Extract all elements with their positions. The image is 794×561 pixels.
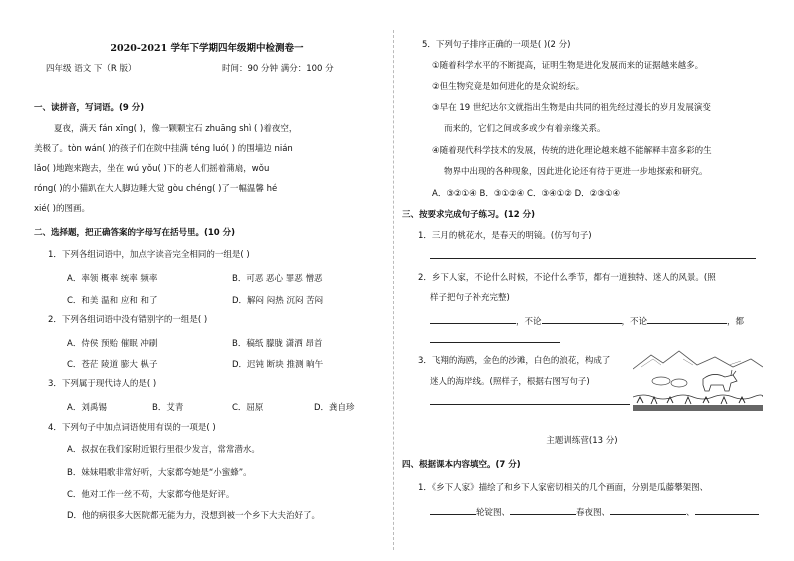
q1-option-d: D．解闷 闷热 沉闷 苦闷 [232, 296, 324, 306]
s3-question-2c [430, 314, 744, 328]
question-1: 1．下列各组词语中，加点字读音完全相同的一组是( ) [48, 250, 250, 260]
s3-question-2a: 2．乡下人家，不论什么时候，不论什么季节，都有一道独特、迷人的风景。(照 [418, 273, 716, 283]
s4-question-1b [430, 505, 759, 519]
grade-info: 四年级 语文 下（R 版） [46, 64, 137, 74]
blank-4[interactable] [430, 505, 476, 515]
s3-q3-answer-line[interactable] [430, 404, 630, 405]
s3-q1-answer-line[interactable] [430, 258, 756, 259]
q1-option-b: B．可恶 恶心 罪恶 憎恶 [232, 274, 323, 284]
question-4: 4．下列句子中加点词语使用有误的一项是( ) [48, 423, 216, 433]
question-3: 3．下列属于现代诗人的是( ) [48, 379, 157, 389]
time-score-info: 时间：90 分钟 满分：100 分 [222, 64, 334, 74]
s4-label-3: 、 [686, 508, 695, 518]
q5-sentence-4b: 物界中出现的各种现象，因此进化论还有待于更进一步地探索和研究。 [444, 167, 708, 177]
s4-question-1a: 1．《乡下人家》描绘了和乡下人家密切相关的几个画面，分别是瓜藤攀架图、 [418, 483, 709, 493]
q2-option-c: C．苍茫 陵道 膨大 枞子 [67, 360, 158, 370]
pinyin-line-4: róng( )的小猫趴在大人脚边睡大觉 gòu chéng( )了一幅温馨 hé [34, 184, 278, 194]
q4-option-b: B．妹妹唱歌非常好听，大家都夸她是“小蜜蜂”。 [67, 468, 252, 478]
s4-label-2: 春夜图、 [576, 508, 611, 518]
blank-7[interactable] [695, 505, 759, 515]
q3-option-d: D．龚自珍 [314, 403, 355, 413]
blank-1[interactable] [430, 314, 516, 324]
s3-question-3a: 3．飞翔的海鸥，金色的沙滩，白色的浪花，构成了 [418, 356, 611, 366]
pinyin-line-3: lǎo( )地跑来跑去，坐在 wú yǒu( )下的老人们摇着蒲扇，wǒu [34, 164, 270, 174]
section-1-title: 一、读拼音，写词语。(9 分) [34, 103, 145, 113]
q5-sentence-3b: 而来的，它们之间或多或少有着亲缘关系。 [444, 124, 606, 134]
s3-question-2b: 样子把句子补充完整) [430, 293, 510, 303]
theme-training-heading: 主题训练营(13 分) [546, 436, 618, 446]
q2-option-d: D．迟钝 断块 推测 晌午 [232, 360, 324, 370]
s3-question-1: 1．三月的桃花水，是春天的明镜。(仿写句子) [418, 231, 592, 241]
s3-question-3b: 迷人的海岸线。(照样子，根据右图写句子) [430, 377, 590, 387]
q2-connector-1: ，不论 [516, 317, 542, 327]
column-divider [393, 30, 394, 550]
blank-5[interactable] [510, 505, 576, 515]
s4-label-1: 轮锭图、 [476, 508, 511, 518]
q2-option-a: A．侍侯 预贻 催眠 冲刷 [67, 339, 158, 349]
s3-q2-answer-line[interactable] [430, 342, 560, 343]
q1-option-c: C．和美 温和 应和 和了 [67, 296, 158, 306]
q5-options: A．③②①④ B．③①②④ C．③④①② D．②③①④ [432, 189, 621, 199]
q5-sentence-4a: ④随着现代科学技术的发展，传统的进化理论越来越不能解释丰富多彩的生 [432, 146, 712, 156]
question-5: 5．下列句子排序正确的一项是( )(2 分) [422, 40, 571, 50]
blank-2[interactable] [542, 314, 622, 324]
section-4-title: 四、根据课本内容填空。(7 分) [402, 460, 521, 470]
q4-option-a: A．叔叔在我们家附近银行里很少发言，常常潜水。 [67, 445, 260, 455]
q5-sentence-3a: ③早在 19 世纪达尔文就指出生物是由共同的祖先经过漫长的岁月发展演变 [432, 103, 711, 113]
blank-6[interactable] [610, 505, 686, 515]
pinyin-line-5: xié( )的图画。 [34, 204, 90, 214]
section-2-title: 二、选择题，把正确答案的字母写在括号里。(10 分) [34, 228, 236, 238]
q2-connector-2: ，不论 [621, 317, 648, 327]
q4-option-c: C．他对工作一丝不苟，大家都夸他是好评。 [67, 490, 235, 500]
q4-option-d: D．他的病很多大医院都无能为力，没想到被一个乡下大夫治好了。 [67, 511, 321, 521]
q3-option-b: B．艾青 [152, 403, 184, 413]
pinyin-line-2: 美极了。tòn wán( )的孩子们在院中挂满 téng luó( ) 的围墙边 nián [34, 144, 293, 154]
q1-option-a: A．率领 概率 统率 频率 [67, 274, 158, 284]
question-2: 2．下列各组词语中没有错别字的一组是( ) [48, 315, 208, 325]
q5-sentence-2: ②但生物究竟是如何进化的是众说纷纭。 [432, 82, 585, 92]
q3-option-a: A．刘禹锡 [67, 403, 107, 413]
grassland-cattle-illustration [633, 347, 763, 412]
blank-3[interactable] [647, 314, 727, 324]
q2-connector-3: ，都 [727, 317, 745, 327]
q2-option-b: B．稿纸 朦胧 潇洒 昂首 [232, 339, 323, 349]
exam-title: 2020-2021 学年下学期四年级期中检测卷一 [110, 43, 304, 54]
q5-sentence-1: ①随着科学水平的不断提高，证明生物是进化发展而来的证据越来越多。 [432, 61, 704, 71]
q3-option-c: C．屈原 [232, 403, 264, 413]
pinyin-line-1: 夏夜，满天 fán xīng( )，像一颗颗宝石 zhuāng shì ( )着夜空， [54, 124, 298, 134]
section-3-title: 三、按要求完成句子练习。(12 分) [402, 210, 536, 220]
